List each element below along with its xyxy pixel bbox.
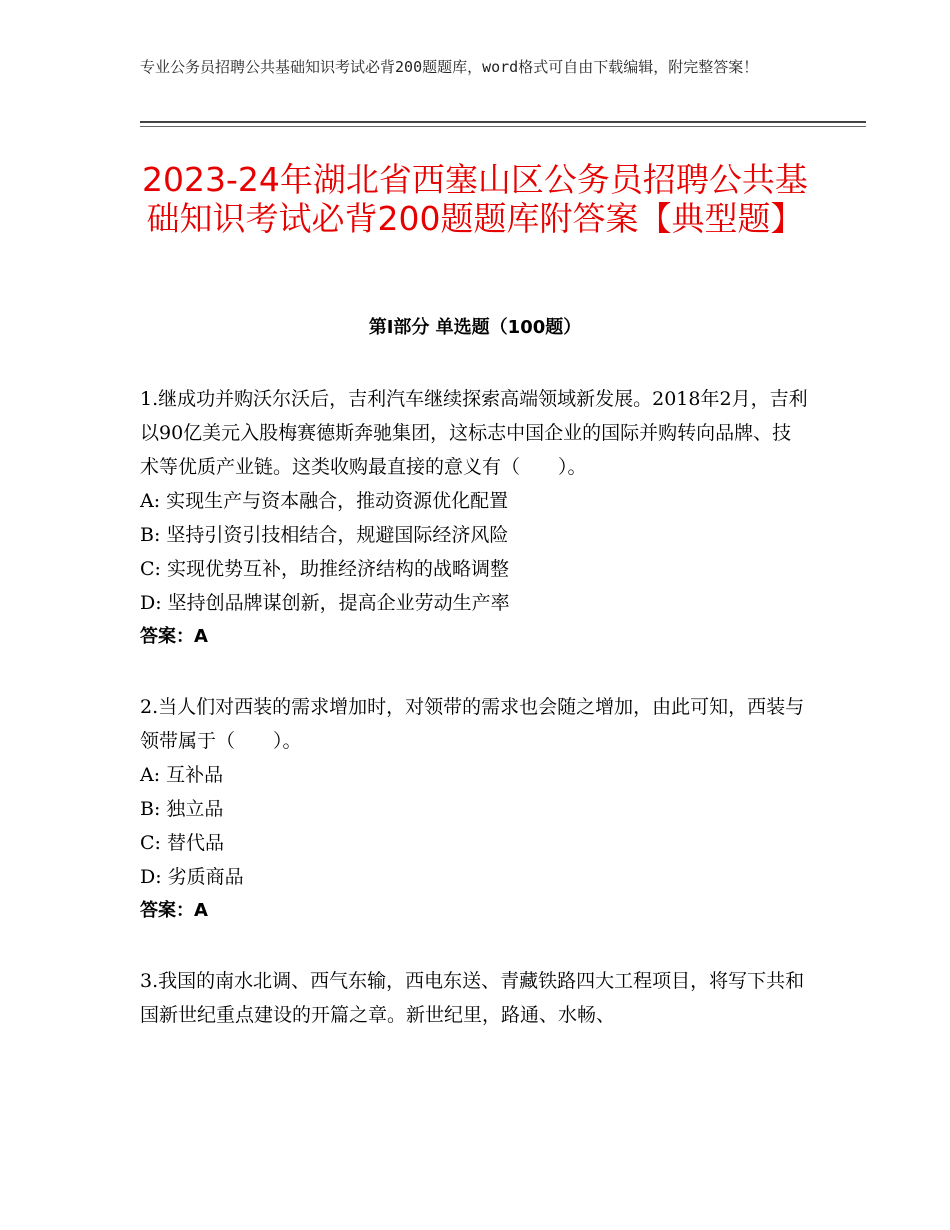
- header-note: 专业公务员招聘公共基础知识考试必背200题题库，word格式可自由下载编辑，附完整答案！: [140, 58, 759, 76]
- option-c: C: 替代品: [140, 832, 224, 854]
- answer: 答案：A: [140, 626, 208, 647]
- question-2: [140, 690, 810, 928]
- answer: 答案：A: [140, 900, 208, 921]
- option-a: A: 实现生产与资本融合，推动资源优化配置: [140, 490, 509, 512]
- option-b: B: 坚持引资引技相结合，规避国际经济风险: [140, 524, 509, 546]
- question-stem: 2.当人们对西装的需求增加时，对领带的需求也会随之增加，由此可知，西装与领带属于（ ）。: [140, 696, 805, 752]
- question-1: [140, 382, 810, 654]
- header-divider-thick: [140, 121, 866, 123]
- option-a: A: 互补品: [140, 764, 224, 786]
- question-stem: 1.继成功并购沃尔沃后，吉利汽车继续探索高端领域新发展。2018年2月，吉利以90亿美元入股梅赛德斯奔驰集团，这标志中国企业的国际并购转向品牌、技术等优质产业链。这类收购最直接的意义有（ ）。: [140, 388, 808, 478]
- question-list: [140, 382, 810, 1068]
- option-b: B: 独立品: [140, 798, 224, 820]
- document-title: 2023-24年湖北省西塞山区公务员招聘公共基础知识考试必背200题题库附答案【典型题】: [142, 160, 808, 238]
- option-d: D: 劣质商品: [140, 866, 244, 888]
- option-c: C: 实现优势互补，助推经济结构的战略调整: [140, 558, 509, 580]
- header-divider-thin: [140, 126, 866, 127]
- section-title: 第Ⅰ部分 单选题（100题）: [368, 317, 582, 338]
- question-3: [140, 964, 810, 1032]
- question-stem: 3.我国的南水北调、西气东输，西电东送、青藏铁路四大工程项目，将写下共和国新世纪重点建设的开篇之章。新世纪里，路通、水畅、: [140, 970, 805, 1026]
- option-d: D: 坚持创品牌谋创新，提高企业劳动生产率: [140, 592, 510, 614]
